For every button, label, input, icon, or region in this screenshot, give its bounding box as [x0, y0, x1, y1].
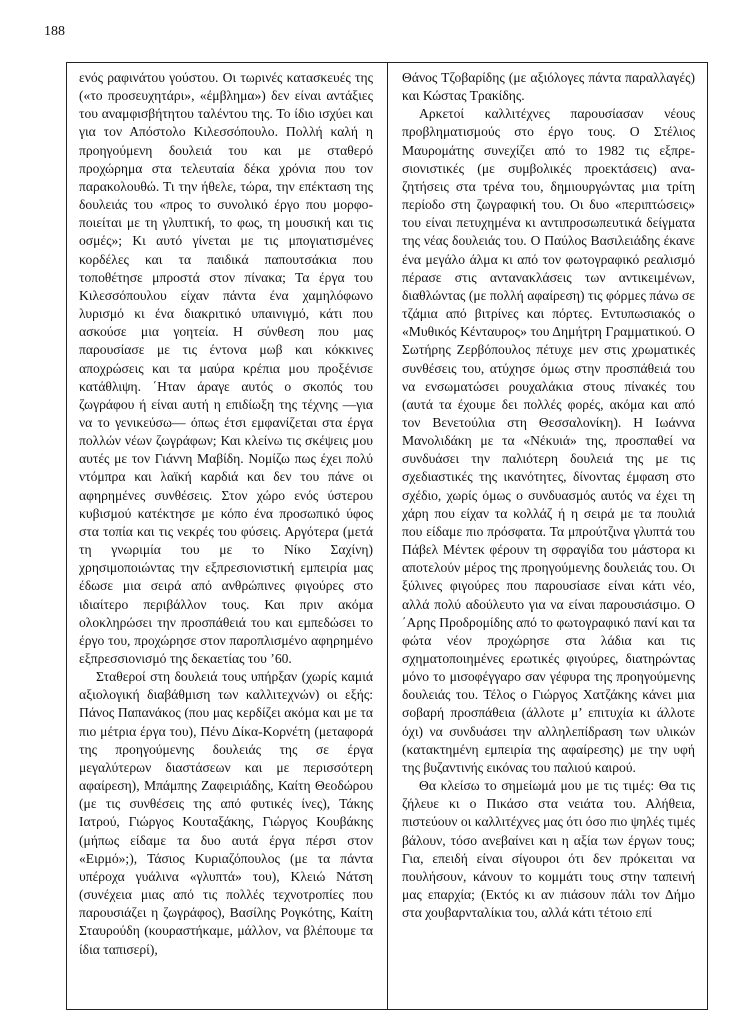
text-frame: [66, 62, 708, 1010]
paragraph: Αρκετοί καλλιτέχνες παρουσίασαν νέους προβληματισμούς στο έργο τους. Ο Στέλιος Μαυρομάτης συνεχίζει από το 1982 τις εξπρεσιονιστικές (με συμβολικές προεκτάσεις) αναζητήσεις στα τρένα του, δημιουργώντας μια τρίτη περίοδο στη ζωγραφική του. Οι δυο «περιπτώσεις» του είναι πετυχημένα κι αντιπροσωπευτικά δείγματα της νέας δουλειάς του. Ο Παύλος Βασιλειάδης έκανε ένα μεγάλο άλμα κι από τον φωτογραφικό ρεαλισμό πέρασε στις αντανακλάσεις των αντικειμένων, διαθλώντας (με πολλή αφαίρεση) τις φόρμες πάνω σε τζάμια από βιτρίνες και πόρτες. Εντυπωσιακός ο «Μυθικός Κένταυρος» του Δημήτρη Γραμματικού. Ο Σωτήρης Ζερβόπουλος πέτυχε μεν στις χρωματικές συνθέσεις του, ατύχησε όμως στην προσπάθειά του να ενσωματώσει ρουχαλάκια στους πίνακές του (αυτά τα έχουμε δει πολλές φορές, ακόμα και από τον Βενετούλια στη Θεσσαλονίκη). Η Ιωάννα Μανολιδάκη με τα «Νέκυιά» της, προσπαθεί να συνδυάσει την παλιότερη δουλειά της με τις σχεδιαστικές της ικανότητες, δίνοντας έμφαση στο σχέδιο, χωρίς όμως ο συνδυασμός αυτός να έχει τη χάρη που είχαν τα κολλάζ ή η σειρά με τα πουλιά που είδαμε πιο πρόσφατα. Τα μπρούτζινα γλυπτά του Πάβελ Μέντεκ φέρουν τη σφραγίδα του μάστορα κι αποτελούν μέρος της προηγούμενης δουλειάς του. Οι ξύλινες φιγούρες που παρουσίασε είναι κάτι νέο, αλλά πολύ αδούλευτο για να είναι παρουσιάσιμο. Ο ΄Αρης Προδρομίδης από το φωτογραφικό πανί και τα φώτα νέον προχώρησε στα λάδια και τις σχηματοποιημένες ερωτικές φιγούρες, διατηρώντας μόνο το μισοφέγγαρο σαν γέφυρα της προηγούμενης δουλειάς του. Τέλος ο Γιώργος Χατζάκης κάνει μια σοβαρή προσπάθεια (άλλοτε μ’ επιτυχία κι άλλοτε όχι) να συνδυάσει την αλληλεπίδραση των υλικών (κατακτημένη εμπειρία της αφαίρεσης) με την υφή της βυζαντινής εικόνας του παλιού καιρού.: [402, 106, 695, 775]
paragraph: Σταθεροί στη δουλειά τους υπήρξαν (χωρίς καμιά αξιολογική διαβάθμιση των καλλιτεχνών) οι εξής: Πάνος Παπανάκος (που μας κερδίζει ακόμα και με τα πιο μέτρια έργα του), Πένυ Δίκα-Κορνέτη (μεταφορά της προηγούμενης δουλειάς της σε έργα μεγαλύτερων διαστάσεων και με περισσότερη αφαίρεση), Μπάμπης Ζαφειριάδης, Καίτη Θεοδώρου (με τις συνθέσεις της από φυτικές ίνες), Τάκης Ιατρού, Γιώργος Κουταξάκης, Γιώργος Κουβάκης (μήπως είδαμε τα δυο αυτά έργα πέρσι στον «Ειρμό»;), Τάσιος Κυριαζόπουλος (με τα πάντα υπέροχα γυάλινα «γλυπτά» του), Κλειώ Νάτση (συνέχεια μιας από τις πολλές τεχνοτροπίες που παρουσιάζει η ζωγράφος), Βασίλης Ρογκότης, Καίτη Σταυρούδη (κουραστήκαμε, μάλλον, να βλέπουμε τα ίδια ταπισερί),: [79, 669, 373, 957]
paragraph: ενός ραφινάτου γούστου. Οι τωρινές κατασκευές της («το προσευχητάρι», «έμβλημα») δεν είναι αντάξιες του αναμφισβήτητου ταλέντου της. Το ίδιο ισχύει και για τον Απόστολο Κιλεσσόπουλο. Πολλή καλή η προηγούμενη δουλειά του και με σταθερό προχώρημα στα τελευταία δέκα χρόνια που τον παρακολουθώ. Τι την ήθελε, τώρα, την επέκταση της δουλειάς του «προς το συνολικό έργο που μορφοποιείται με τη γλυπτική, το φως, τη μουσική και τις οσμές»; Κι αυτό γίνεται με τις μπογιατισμένες κορδέλες και τα παιδικά παπουτσάκια που τοποθέτησε μπροστά στον πίνακα; Τα έργα του Κιλεσσόπουλου είχαν πάντα ένα χαμηλόφωνο λυρισμό κι ένα διακριτικό υπαινιγμό, κάτι που ασκούσε μια γοητεία. Η σύνθεση που μας παρουσίασε με τις έντονα μωβ και κόκκινες αποχρώσεις και τα μαύρα κρέπια μου προξένισε κατάθλιψη. ΄Ηταν άραγε αυτός ο σκοπός του ζωγράφου ή είναι αυτή η επιδίωξη της τέχνης —για να το γενικεύσω— όπως έτσι εμφανίζεται στα έργα πολλών νέων ζωγράφων; Και κλείνω τις σκέψεις μου αυτές με τον Γιάννη Μαβίδη. Νομίζω πως έχει πολύ ντόμπρα και λαϊκή καρδιά και δεν του πάνε οι αφηρημένες συνθέσεις. Στον χώρο ενός ύστερου κυβισμού κατέκτησε με κόπο ένα προσωπικό ύφος στα τοπία και τις νεκρές του φύσεις. Αργότερα (μετά τη γνωριμία του με το Νίκο Σαχίνη) χρησιμοποιώντας την εξπρεσιονιστική εμπειρία μας έδωσε μια σειρά από ανθρώπινες φιγούρες στο ιδιαίτερο περιβάλλον τους. Και πριν ακόμα ολοκληρώσει την προσπάθειά του και εμπεδώσει το έργο του, προχώρησε στον παροπλισμένο αφηρημένο εξπρεσσιονισμό της δεκαετίας του ’60.: [79, 70, 373, 666]
left-column: [79, 69, 373, 1005]
column-divider: [387, 63, 388, 1009]
paragraph: Θα κλείσω το σημείωμά μου με τις τιμές: Θα τις ζήλευε κι ο Πικάσο στα νειάτα του. Αλήθεια, πιστεύουν οι καλλιτέχνες μας ότι όσο πιο ψηλές τιμές βάλουν, τόσο ανεβαίνει και η αξία των έργων τους; Για, επειδή είναι σίγουροι ότι δεν πρόκειται να πουλήσουν, κάνουν το κομμάτι τους στην ταπεινή μας επαρχία; (Εκτός κι αν πιάσουν πάλι τον Δήμο στα χουβαρνταλίκια του, αλλά κάτι τέτοιο επί: [402, 778, 695, 921]
page-number: 188: [44, 24, 65, 39]
right-column: [402, 69, 695, 1005]
paragraph: Θάνος Τζοβαρίδης (με αξιόλογες πάντα παραλλαγές) και Κώστας Τρακίδης.: [402, 70, 695, 104]
